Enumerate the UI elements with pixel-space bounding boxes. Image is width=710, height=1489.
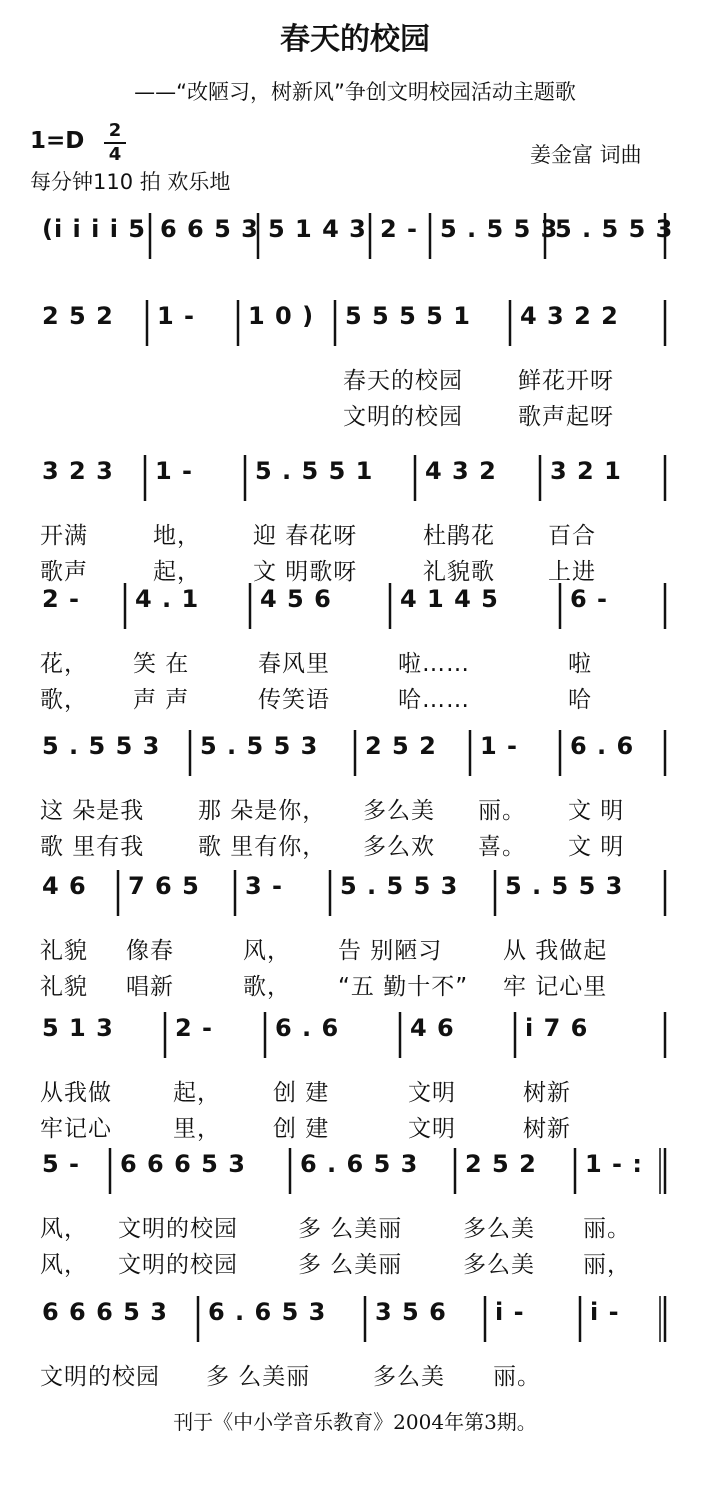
lyric-verse-1: 地， [153, 523, 201, 549]
measure-notes: 6 . 6 5 3 [300, 1150, 419, 1178]
lyric-verse-2: 歌 里有你， [198, 834, 327, 860]
lyric-verse-2: 多么欢 [363, 834, 435, 860]
measure-notes: 5 - [42, 1150, 81, 1178]
lyric-verse-2: 歌， [40, 687, 88, 713]
measure-notes: 6 . 6 [275, 1014, 340, 1042]
lyric-verse-1: 风， [243, 938, 291, 964]
lyric-verse-1: 多么美 [373, 1364, 445, 1390]
measure-notes: 6 6 6 5 3 [120, 1150, 246, 1178]
lyric-verse-2: 哈 [568, 687, 592, 713]
lyric-verse-2: 里， [173, 1116, 221, 1142]
lyric-verse-1: 那 朵是你， [198, 798, 327, 824]
lyric-verse-1: 像春 [126, 938, 174, 964]
lyric-verse-2: 歌声起呀 [518, 404, 614, 430]
measure-notes: 2 5 2 [465, 1150, 537, 1178]
lyric-verse-2: 喜。 [478, 834, 526, 860]
measure-notes: i 7 6 [525, 1014, 589, 1042]
lyric-verse-2: 礼貌 [40, 974, 88, 1000]
measure-notes: 6 . 6 [570, 732, 635, 760]
measure-notes: 5 . 5 5 3 [555, 215, 674, 243]
measure-notes: 5 . 5 5 3 [440, 215, 559, 243]
measure-notes: 6 6 6 5 3 [42, 1298, 168, 1326]
lyric-verse-2: 风， [40, 1252, 88, 1278]
measure-notes: 1 - [480, 732, 519, 760]
lyric-verse-1: 啦…… [398, 651, 470, 677]
song-title: 春天的校园 [280, 22, 430, 57]
measure-notes: 2 - [42, 585, 81, 613]
lyric-verse-1: 笑 在 [133, 651, 190, 677]
lyric-verse-2: 多么美 [463, 1252, 535, 1278]
lyric-verse-1: 从 我做起 [503, 938, 608, 964]
measure-notes: 5 1 3 [42, 1014, 114, 1042]
time-signature-bottom: 4 [108, 144, 122, 165]
lyric-verse-2: 歌声 [40, 559, 88, 585]
measure-notes: 1 0 ) [248, 302, 315, 330]
lyric-verse-1: 多么美 [463, 1216, 535, 1242]
lyric-verse-1: 告 别陋习 [338, 938, 443, 964]
lyric-verse-1: 啦 [568, 651, 592, 677]
lyric-verse-1: 多 么美丽 [298, 1216, 403, 1242]
lyric-verse-1: 树新 [523, 1080, 571, 1106]
measure-notes: 6 . 6 5 3 [208, 1298, 327, 1326]
lyric-verse-1: 文 明 [568, 798, 625, 824]
lyric-verse-1: 文明 [408, 1080, 456, 1106]
measure-notes: 4 5 6 [260, 585, 332, 613]
lyric-verse-2: 歌 里有我 [40, 834, 145, 860]
measure-notes: 1 - [157, 302, 196, 330]
key-signature: 1=D [30, 128, 85, 154]
measure-notes: 5 . 5 5 1 [255, 457, 374, 485]
lyric-verse-1: 丽。 [583, 1216, 631, 1242]
measure-notes: 3 2 3 [42, 457, 114, 485]
time-signature-top: 2 [108, 120, 122, 141]
lyric-verse-2: 上进 [548, 559, 596, 585]
lyric-verse-2: 文 明 [568, 834, 625, 860]
lyric-verse-1: 鲜花开呀 [518, 368, 614, 394]
lyric-verse-1: 春天的校园 [343, 368, 463, 394]
lyric-verse-2: 歌， [243, 974, 291, 1000]
measure-notes: 5 5 5 5 1 [345, 302, 471, 330]
lyric-verse-2: 文明 [408, 1116, 456, 1142]
lyric-verse-1: 百合 [548, 523, 596, 549]
lyric-verse-1: 创 建 [273, 1080, 330, 1106]
lyric-verse-2: 文明的校园 [343, 404, 463, 430]
measure-notes: 4 3 2 2 [520, 302, 619, 330]
measure-notes: 1 - : [585, 1150, 643, 1178]
measure-notes: i - [590, 1298, 620, 1326]
lyric-verse-2: 多 么美丽 [298, 1252, 403, 1278]
lyric-verse-2: 丽， [583, 1252, 631, 1278]
measure-notes: (i i i i 5 [42, 215, 146, 243]
lyric-verse-1: 多么美 [363, 798, 435, 824]
measure-notes: 7 6 5 [128, 872, 200, 900]
lyric-verse-1: 从我做 [40, 1080, 112, 1106]
lyric-verse-1: 丽。 [493, 1364, 541, 1390]
measure-notes: 5 1 4 3 [268, 215, 367, 243]
tempo-marking: 每分钟110 拍 欢乐地 [30, 170, 231, 194]
lyric-verse-1: 风， [40, 1216, 88, 1242]
lyric-verse-1: 春风里 [258, 651, 330, 677]
lyric-verse-2: 文 明歌呀 [253, 559, 358, 585]
lyric-verse-2: 创 建 [273, 1116, 330, 1142]
measure-notes: 6 - [570, 585, 609, 613]
lyric-verse-1: 开满 [40, 523, 88, 549]
publication-note: 刊于《中小学音乐教育》2004年第3期。 [173, 1410, 537, 1434]
measure-notes: 2 - [380, 215, 419, 243]
lyric-verse-2: 起， [153, 559, 201, 585]
measure-notes: 3 - [245, 872, 284, 900]
lyric-verse-2: 传笑语 [258, 687, 330, 713]
lyric-verse-2: 哈…… [398, 687, 470, 713]
measure-notes: 4 3 2 [425, 457, 497, 485]
measure-notes: 4 6 [42, 872, 87, 900]
measure-notes: 2 5 2 [42, 302, 114, 330]
lyric-verse-2: “五 勤十不” [338, 974, 469, 1000]
measure-notes: 2 5 2 [365, 732, 437, 760]
lyric-verse-2: 礼貌歌 [423, 559, 495, 585]
measure-notes: 6 6 5 3 [160, 215, 259, 243]
lyric-verse-1: 文明的校园 [118, 1216, 238, 1242]
lyric-verse-1: 多 么美丽 [206, 1364, 311, 1390]
song-subtitle: ——“改陋习，树新风”争创文明校园活动主题歌 [134, 80, 576, 104]
lyric-verse-2: 唱新 [126, 974, 174, 1000]
lyric-verse-2: 声 声 [133, 687, 190, 713]
lyric-verse-2: 牢 记心里 [503, 974, 608, 1000]
measure-notes: 5 . 5 5 3 [505, 872, 624, 900]
measure-notes: 5 . 5 5 3 [42, 732, 161, 760]
lyric-verse-1: 丽。 [478, 798, 526, 824]
lyric-verse-2: 牢记心 [40, 1116, 112, 1142]
measure-notes: 4 . 1 [135, 585, 200, 613]
lyric-verse-1: 花， [40, 651, 88, 677]
lyric-verse-1: 这 朵是我 [40, 798, 145, 824]
measure-notes: 4 6 [410, 1014, 455, 1042]
lyric-verse-1: 文明的校园 [40, 1364, 160, 1390]
measure-notes: 2 - [175, 1014, 214, 1042]
measure-notes: 3 5 6 [375, 1298, 447, 1326]
measure-notes: 5 . 5 5 3 [340, 872, 459, 900]
lyric-verse-2: 树新 [523, 1116, 571, 1142]
measure-notes: 1 - [155, 457, 194, 485]
measure-notes: 5 . 5 5 3 [200, 732, 319, 760]
lyric-verse-2: 文明的校园 [118, 1252, 238, 1278]
lyric-verse-1: 礼貌 [40, 938, 88, 964]
measure-notes: i - [495, 1298, 525, 1326]
lyric-verse-1: 起， [173, 1080, 221, 1106]
lyric-verse-1: 杜鹃花 [423, 523, 495, 549]
composer-credit: 姜金富 词曲 [530, 143, 642, 167]
lyric-verse-1: 迎 春花呀 [253, 523, 358, 549]
measure-notes: 4 1 4 5 [400, 585, 499, 613]
measure-notes: 3 2 1 [550, 457, 622, 485]
time-signature [104, 122, 126, 164]
